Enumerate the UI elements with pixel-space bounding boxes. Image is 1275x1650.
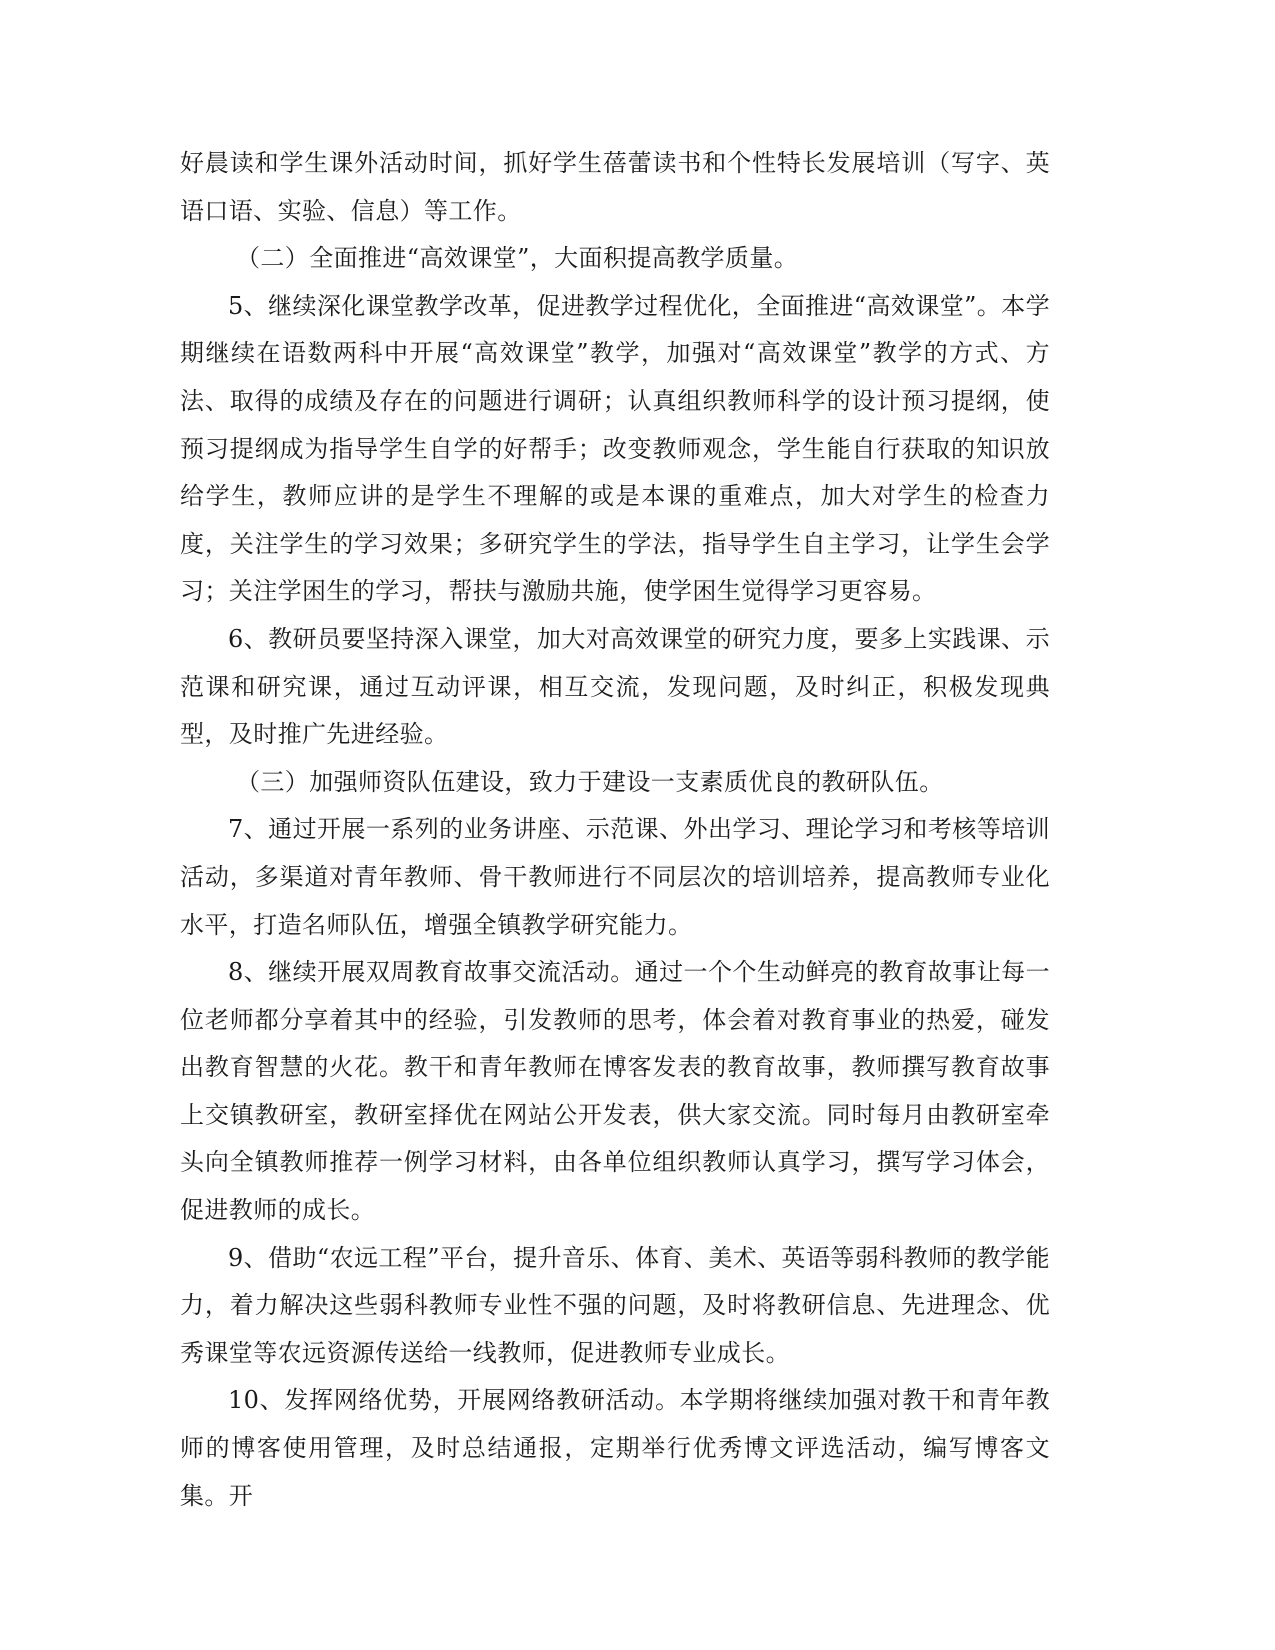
paragraph-item-5: 5、继续深化课堂教学改革，促进教学过程优化，全面推进“高效课堂”。本学期继续在语数两科中开展“高效课堂”教学，加强对“高效课堂”教学的方式、方法、取得的成绩及存在的问题进行调研；认真组织教师科学的设计预习提纲，使预习提纲成为指导学生自学的好帮手；改变教师观念，学生能自行获取的知识放给学生，教师应讲的是学生不理解的或是本课的重难点，加大对学生的检查力度，关注学生的学习效果；多研究学生的学法，指导学生自主学习，让学生会学习；关注学困生的学习，帮扶与激励共施，使学困生觉得学习更容易。 bbox=[180, 291, 1050, 606]
paragraph-continuation: 好晨读和学生课外活动时间，抓好学生蓓蕾读书和个性特长发展培训（写字、英语口语、实验、信息）等工作。 bbox=[180, 149, 1050, 225]
paragraph-item-8: 8、继续开展双周教育故事交流活动。通过一个个生动鲜亮的教育故事让每一位老师都分享着其中的经验，引发教师的思考，体会着对教育事业的热爱，碰发出教育智慧的火花。教干和青年教师在博客发表的教育故事，教师撰写教育故事上交镇教研室，教研室择优在网站公开发表，供大家交流。同时每月由教研室牵头向全镇教师推荐一例学习材料，由各单位组织教师认真学习，撰写学习体会，促进教师的成长。 bbox=[180, 958, 1050, 1225]
paragraph-item-10: 10、发挥网络优势，开展网络教研活动。本学期将继续加强对教干和青年教师的博客使用管理，及时总结通报，定期举行优秀博文评选活动，编写博客文集。开 bbox=[180, 1386, 1050, 1510]
paragraph-item-7: 7、通过开展一系列的业务讲座、示范课、外出学习、理论学习和考核等培训活动，多渠道对青年教师、骨干教师进行不同层次的培训培养，提高教师专业化水平，打造名师队伍，增强全镇教学研究能力。 bbox=[180, 815, 1050, 939]
paragraph-item-9: 9、借助“农远工程”平台，提升音乐、体育、美术、英语等弱科教师的教学能力，着力解决这些弱科教师专业性不强的问题，及时将教研信息、先进理念、优秀课堂等农远资源传送给一线教师，促进教师专业成长。 bbox=[180, 1243, 1050, 1367]
section-heading-3: （三）加强师资队伍建设，致力于建设一支素质优良的教研队伍。 bbox=[236, 767, 944, 796]
paragraph-item-6: 6、教研员要坚持深入课堂，加大对高效课堂的研究力度，要多上实践课、示范课和研究课，通过互动评课，相互交流，发现问题，及时纠正，积极发现典型，及时推广先进经验。 bbox=[180, 624, 1050, 749]
section-heading-2: （二）全面推进“高效课堂”，大面积提高教学质量。 bbox=[236, 244, 799, 273]
document-body bbox=[180, 140, 1050, 1520]
